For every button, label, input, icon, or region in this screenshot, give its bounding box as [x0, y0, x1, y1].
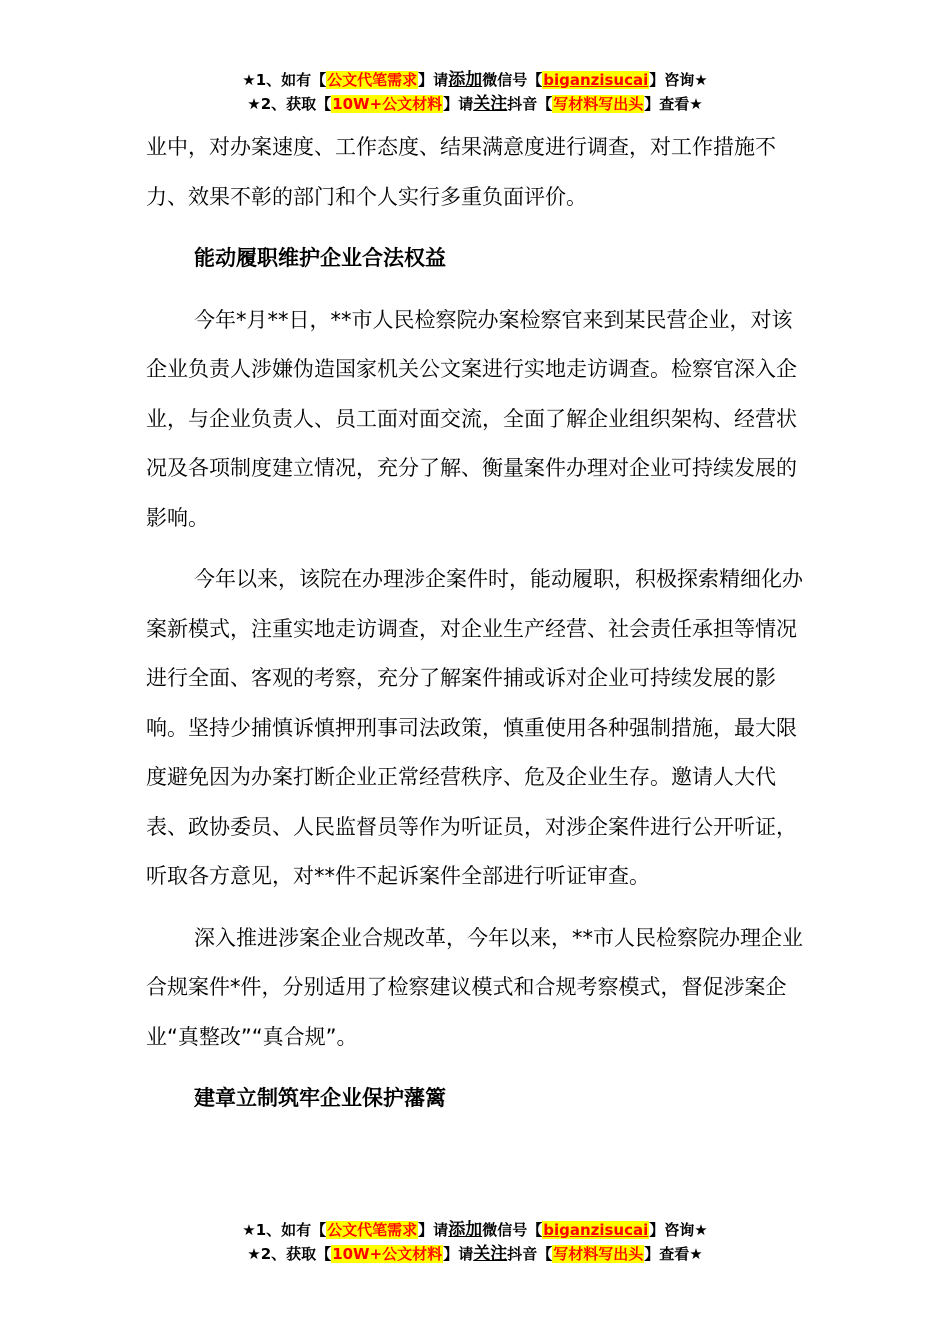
banner-emphasis: 添加: [448, 70, 483, 90]
banner-emphasis: 关注: [473, 1244, 508, 1264]
banner-text: 微信号【: [482, 71, 543, 89]
banner-text: 】请: [418, 1221, 449, 1239]
banner-text: 】查看★: [644, 1245, 703, 1263]
banner-text: 】咨询★: [649, 1221, 708, 1239]
banner-line-1: [0, 1218, 950, 1242]
banner-text: 】查看★: [644, 95, 703, 113]
banner-text: ★1、如有【: [242, 71, 327, 89]
banner-emphasis: 关注: [473, 94, 508, 114]
banner-text: 】请: [443, 95, 474, 113]
banner-text: 微信号【: [482, 1221, 543, 1239]
banner-emphasis: 添加: [448, 1220, 483, 1240]
banner-text: 】咨询★: [649, 71, 708, 89]
banner-douyin-id: 写材料写出头: [553, 1245, 644, 1263]
banner-highlight: 10W+公文材料: [332, 95, 443, 113]
banner-douyin-id: 写材料写出头: [553, 95, 644, 113]
banner-wechat-id: biganzisucai: [543, 1221, 649, 1239]
banner-text: 】请: [443, 1245, 474, 1263]
banner-highlight: 10W+公文材料: [332, 1245, 443, 1263]
banner-text: ★2、获取【: [247, 1245, 332, 1263]
banner-line-1: [0, 68, 950, 92]
banner-text: ★1、如有【: [242, 1221, 327, 1239]
paragraph: 深入推进涉案企业合规改革，今年以来，**市人民检察院办理企业合规案件*件，分别适用了检察建议模式和合规考察模式，督促涉案企业“真整改”“真合规”。: [146, 925, 803, 1049]
paragraph: 今年*月**日，**市人民检察院办案检察官来到某民营企业，对该企业负责人涉嫌伪造国家机关公文案进行实地走访调查。检察官深入企业，与企业负责人、员工面对面交流，全面了解企业组织架构、经营状况及各项制度建立情况，充分了解、衡量案件办理对企业可持续发展的影响。: [146, 307, 797, 530]
banner-text: 抖音【: [507, 95, 553, 113]
banner-line-2: [0, 1242, 950, 1266]
footer-banner: [0, 1218, 950, 1266]
paragraph: 业中，对办案速度、工作态度、结果满意度进行调查，对工作措施不力、效果不彰的部门和个人实行多重负面评价。: [146, 135, 776, 209]
paragraph: 今年以来，该院在办理涉企案件时，能动履职，积极探索精细化办案新模式，注重实地走访调查，对企业生产经营、社会责任承担等情况进行全面、客观的考察，充分了解案件捕或诉对企业可持续发展的影响。坚持少捕慎诉慎押刑事司法政策，慎重使用各种强制措施，最大限度避免因为办案打断企业正常经营秩序、危及企业生存。邀请人大代表、政协委员、人民监督员等作为听证员，对涉企案件进行公开听证，听取各方意见，对**件不起诉案件全部进行听证审查。: [146, 567, 803, 888]
banner-highlight: 公文代笔需求: [327, 1221, 418, 1239]
banner-highlight: 公文代笔需求: [327, 71, 418, 89]
header-banner: [0, 68, 950, 116]
banner-text: 】请: [418, 71, 449, 89]
banner-text: ★2、获取【: [247, 95, 332, 113]
section-heading: 能动履职维护企业合法权益: [194, 246, 446, 270]
banner-text: 抖音【: [507, 1245, 553, 1263]
banner-line-2: [0, 92, 950, 116]
document-body: [146, 123, 806, 1136]
section-heading: 建章立制筑牢企业保护藩篱: [194, 1086, 446, 1110]
banner-wechat-id: biganzisucai: [543, 71, 649, 89]
